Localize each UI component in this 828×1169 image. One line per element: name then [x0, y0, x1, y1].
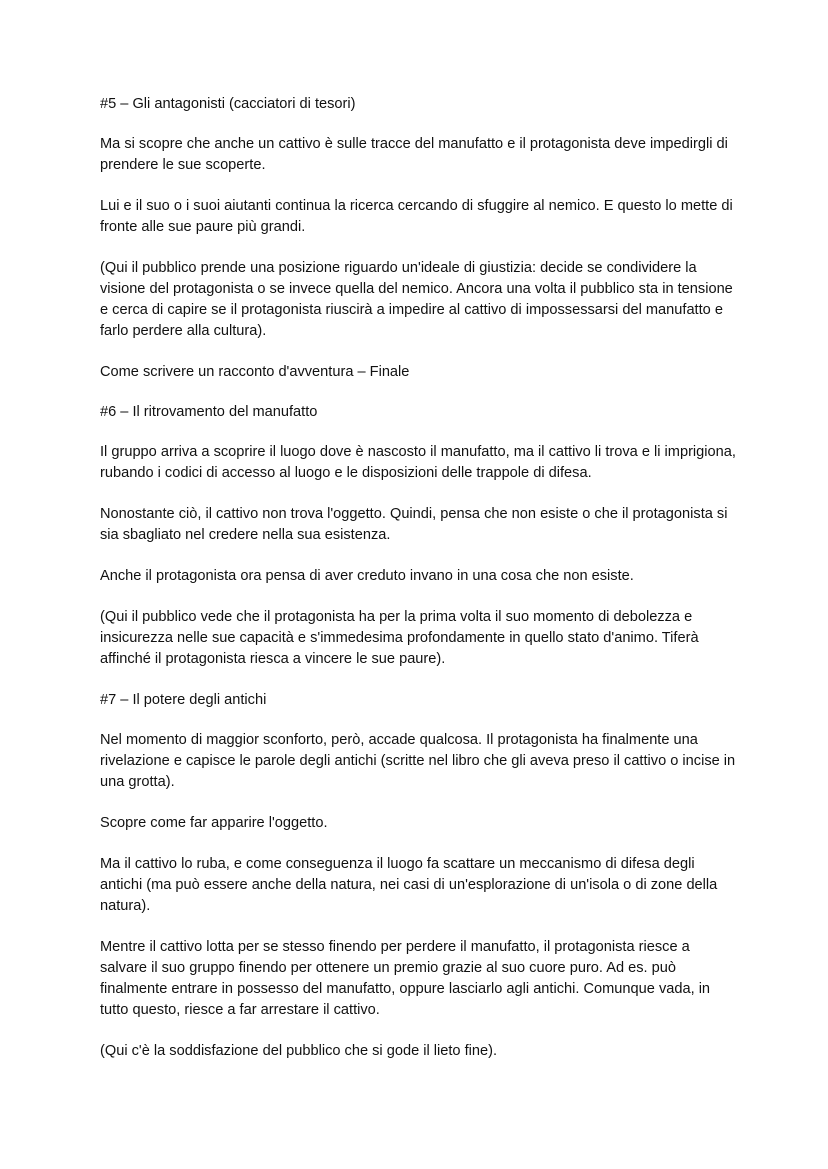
paragraph: Ma il cattivo lo ruba, e come conseguenza il luogo fa scattare un meccanismo di difesa degli antichi (ma può essere anche della natura, nei casi di un'esplorazione di un'isola o di zone della natura).	[100, 856, 718, 914]
paragraph: Lui e il suo o i suoi aiutanti continua la ricerca cercando di sfuggire al nemico. E questo lo mette di fronte alle sue paure più grandi.	[100, 198, 733, 235]
paragraph: Il gruppo arriva a scoprire il luogo dove è nascosto il manufatto, ma il cattivo li trova e li imprigiona, rubando i codici di accesso al luogo e le disposizioni delle trappole di difesa.	[100, 444, 736, 481]
paragraph: (Qui il pubblico prende una posizione riguardo un'ideale di giustizia: decide se condividere la visione del protagonista o se invece quella del nemico. Ancora una volta il pubblico sta in tensione e cerca di capire se il protagonista riuscirà a impedire al cattivo di impossessarsi del manufatto e farlo perdere alla cultura).	[100, 260, 733, 339]
section-heading-5: #5 – Gli antagonisti (cacciatori di tesori)	[100, 96, 356, 112]
section-heading-finale: Come scrivere un racconto d'avventura – Finale	[100, 364, 410, 380]
paragraph: (Qui c'è la soddisfazione del pubblico che si gode il lieto fine).	[100, 1043, 498, 1059]
paragraph: (Qui il pubblico vede che il protagonista ha per la prima volta il suo momento di debolezza e insicurezza nelle sue capacità e s'immedesima profondamente in quello stato d'animo. Tiferà affinché il protagonista riesca a vincere le sue paure).	[100, 609, 699, 667]
paragraph: Ma si scopre che anche un cattivo è sulle tracce del manufatto e il protagonista deve impedirgli di prendere le sue scoperte.	[100, 136, 728, 173]
paragraph: Scopre come far apparire l'oggetto.	[100, 815, 328, 831]
paragraph: Mentre il cattivo lotta per se stesso finendo per perdere il manufatto, il protagonista riesce a salvare il suo gruppo finendo per ottenere un premio grazie al suo cuore puro. Ad es. può finalmente entrare in possesso del manufatto, oppure lasciarlo agli antichi. Comunque vada, in tutto questo, riesce a far arrestare il cattivo.	[100, 939, 711, 1018]
section-heading-6: #6 – Il ritrovamento del manufatto	[100, 404, 318, 420]
paragraph: Anche il protagonista ora pensa di aver creduto invano in una cosa che non esiste.	[100, 568, 634, 584]
paragraph: Nel momento di maggior sconforto, però, accade qualcosa. Il protagonista ha finalmente una rivelazione e capisce le parole degli antichi (scritte nel libro che gli aveva preso il cattivo o incise in una grotta).	[100, 732, 736, 790]
section-heading-7: #7 – Il potere degli antichi	[100, 692, 267, 708]
document-body	[100, 94, 740, 1082]
paragraph: Nonostante ciò, il cattivo non trova l'oggetto. Quindi, pensa che non esiste o che il protagonista si sia sbagliato nel credere nella sua esistenza.	[100, 506, 728, 543]
